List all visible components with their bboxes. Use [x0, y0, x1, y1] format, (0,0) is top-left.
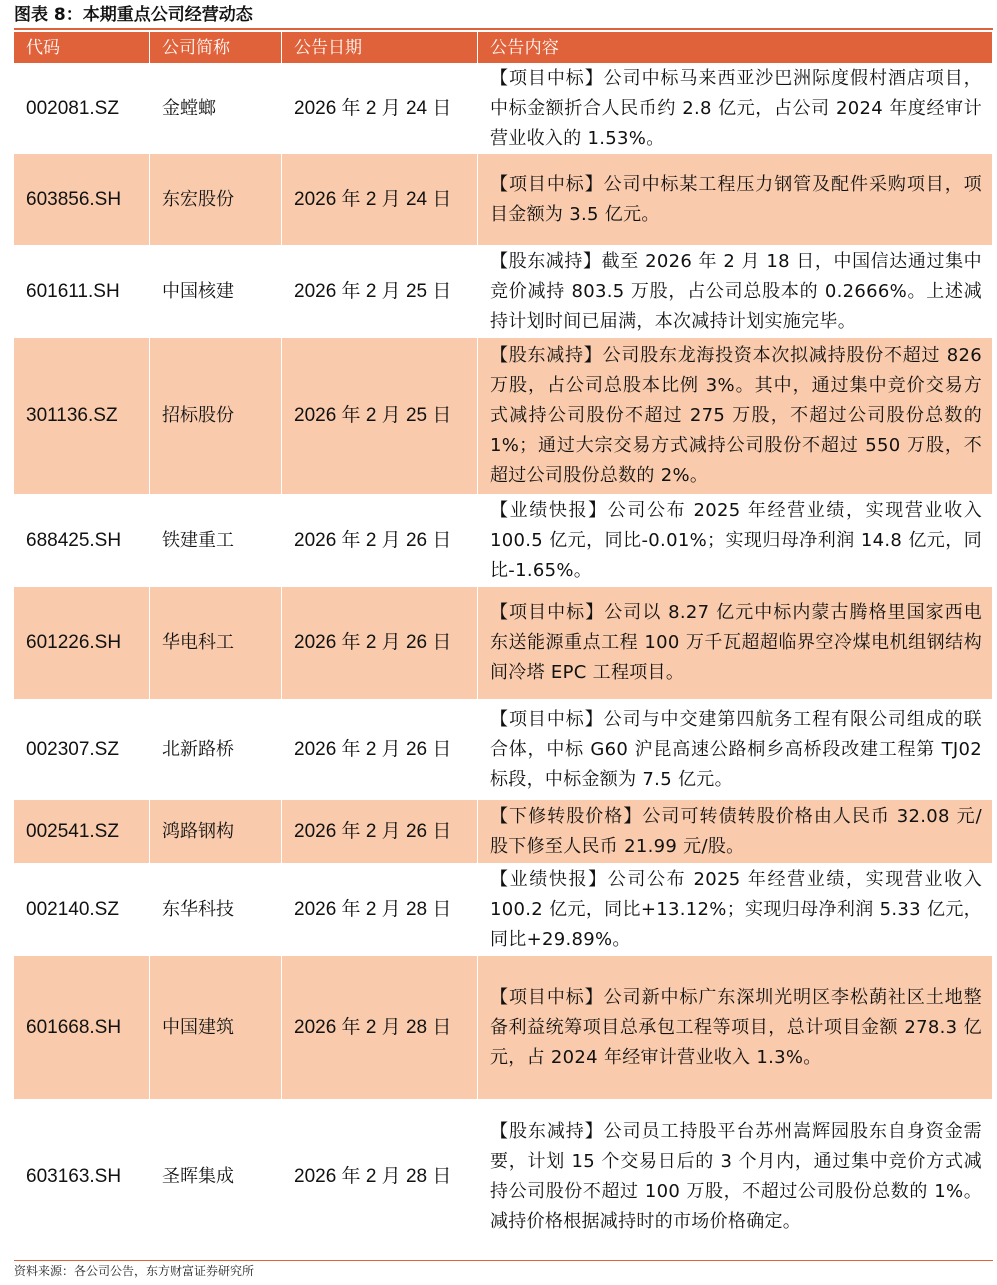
table-header-row	[14, 32, 993, 64]
cell-content: 【项目中标】公司中标某工程压力钢管及配件采购项目，项目金额为 3.5 亿元。	[478, 154, 993, 245]
source-note: 资料来源：各公司公告，东方财富证券研究所	[14, 1264, 255, 1278]
cell-content: 【业绩快报】公司公布 2025 年经营业绩，实现营业收入 100.2 亿元，同比+13.12%；实现归母净利润 5.33 亿元，同比+29.89%。	[478, 864, 993, 955]
figure-title: 图表 8：本期重点公司经营动态	[14, 5, 253, 25]
cell-code: 688425.SH	[14, 495, 150, 586]
table-row	[14, 495, 993, 587]
cell-date: 2026 年 2 月 24 日	[282, 154, 478, 245]
announcement-table	[14, 32, 993, 1255]
table-row	[14, 864, 993, 956]
cell-name: 圣晖集成	[150, 1100, 282, 1254]
cell-name: 金螳螂	[150, 64, 282, 153]
cell-content: 【项目中标】公司中标马来西亚沙巴洲际度假村酒店项目，中标金额折合人民币约 2.8 亿元，占公司 2024 年度经审计营业收入的 1.53%。	[478, 64, 993, 153]
cell-code: 603856.SH	[14, 154, 150, 245]
cell-content: 【项目中标】公司与中交建第四航务工程有限公司组成的联合体，中标 G60 沪昆高速公路桐乡高桥段改建工程第 TJ02 标段，中标金额为 7.5 亿元。	[478, 700, 993, 799]
table-body	[14, 64, 993, 1255]
table-row	[14, 246, 993, 338]
cell-date: 2026 年 2 月 28 日	[282, 864, 478, 955]
cell-date: 2026 年 2 月 24 日	[282, 64, 478, 153]
cell-content: 【股东减持】公司员工持股平台苏州嵩辉园股东自身资金需要，计划 15 个交易日后的 3 个月内，通过集中竞价方式减持公司股份不超过 100 万股，不超过公司股份总数的 1%。减持价格根据减持时的市场价格确定。	[478, 1100, 993, 1254]
cell-name: 铁建重工	[150, 495, 282, 586]
table-row	[14, 800, 993, 864]
cell-name: 中国核建	[150, 246, 282, 337]
cell-date: 2026 年 2 月 25 日	[282, 246, 478, 337]
cell-name: 中国建筑	[150, 956, 282, 1099]
cell-date: 2026 年 2 月 28 日	[282, 1100, 478, 1254]
cell-content: 【股东减持】公司股东龙海投资本次拟减持股份不超过 826 万股，占公司总股本比例 3%。其中，通过集中竞价交易方式减持公司股份不超过 275 万股，不超过公司股份总数的 1%；通过大宗交易方式减持公司股份不超过 550 万股，不超过公司股份总数的 2%。	[478, 338, 993, 494]
header-name: 公司简称	[150, 32, 282, 63]
cell-code: 603163.SH	[14, 1100, 150, 1254]
cell-content: 【下修转股价格】公司可转债转股价格由人民币 32.08 元/股下修至人民币 21.99 元/股。	[478, 800, 993, 863]
table-row	[14, 64, 993, 154]
cell-code: 601611.SH	[14, 246, 150, 337]
table-row	[14, 956, 993, 1100]
cell-date: 2026 年 2 月 26 日	[282, 800, 478, 863]
cell-code: 002541.SZ	[14, 800, 150, 863]
cell-date: 2026 年 2 月 28 日	[282, 956, 478, 1099]
cell-name: 东华科技	[150, 864, 282, 955]
cell-content: 【项目中标】公司以 8.27 亿元中标内蒙古腾格里国家西电东送能源重点工程 100 万千瓦超超临界空冷煤电机组钢结构间冷塔 EPC 工程项目。	[478, 587, 993, 699]
header-content: 公告内容	[478, 32, 993, 63]
cell-name: 东宏股份	[150, 154, 282, 245]
cell-date: 2026 年 2 月 26 日	[282, 495, 478, 586]
cell-content: 【项目中标】公司新中标广东深圳光明区李松蓢社区土地整备利益统筹项目总承包工程等项目，总计项目金额 278.3 亿元，占 2024 年经审计营业收入 1.3%。	[478, 956, 993, 1099]
cell-code: 301136.SZ	[14, 338, 150, 494]
cell-date: 2026 年 2 月 25 日	[282, 338, 478, 494]
cell-code: 601226.SH	[14, 587, 150, 699]
title-rule	[14, 28, 993, 30]
cell-name: 招标股份	[150, 338, 282, 494]
cell-code: 002081.SZ	[14, 64, 150, 153]
cell-code: 601668.SH	[14, 956, 150, 1099]
cell-date: 2026 年 2 月 26 日	[282, 700, 478, 799]
cell-content: 【股东减持】截至 2026 年 2 月 18 日，中国信达通过集中竞价减持 803.5 万股，占公司总股本的 0.2666%。上述减持计划时间已届满，本次减持计划实施完毕。	[478, 246, 993, 337]
header-code: 代码	[14, 32, 150, 63]
table-row	[14, 154, 993, 246]
cell-content: 【业绩快报】公司公布 2025 年经营业绩，实现营业收入 100.5 亿元，同比-0.01%；实现归母净利润 14.8 亿元，同比-1.65%。	[478, 495, 993, 586]
header-date: 公告日期	[282, 32, 478, 63]
table-row	[14, 338, 993, 495]
cell-code: 002140.SZ	[14, 864, 150, 955]
cell-name: 北新路桥	[150, 700, 282, 799]
table-row	[14, 700, 993, 800]
table-row	[14, 1100, 993, 1255]
cell-date: 2026 年 2 月 26 日	[282, 587, 478, 699]
cell-name: 华电科工	[150, 587, 282, 699]
footer-rule	[14, 1260, 993, 1261]
cell-code: 002307.SZ	[14, 700, 150, 799]
cell-name: 鸿路钢构	[150, 800, 282, 863]
table-row	[14, 587, 993, 700]
